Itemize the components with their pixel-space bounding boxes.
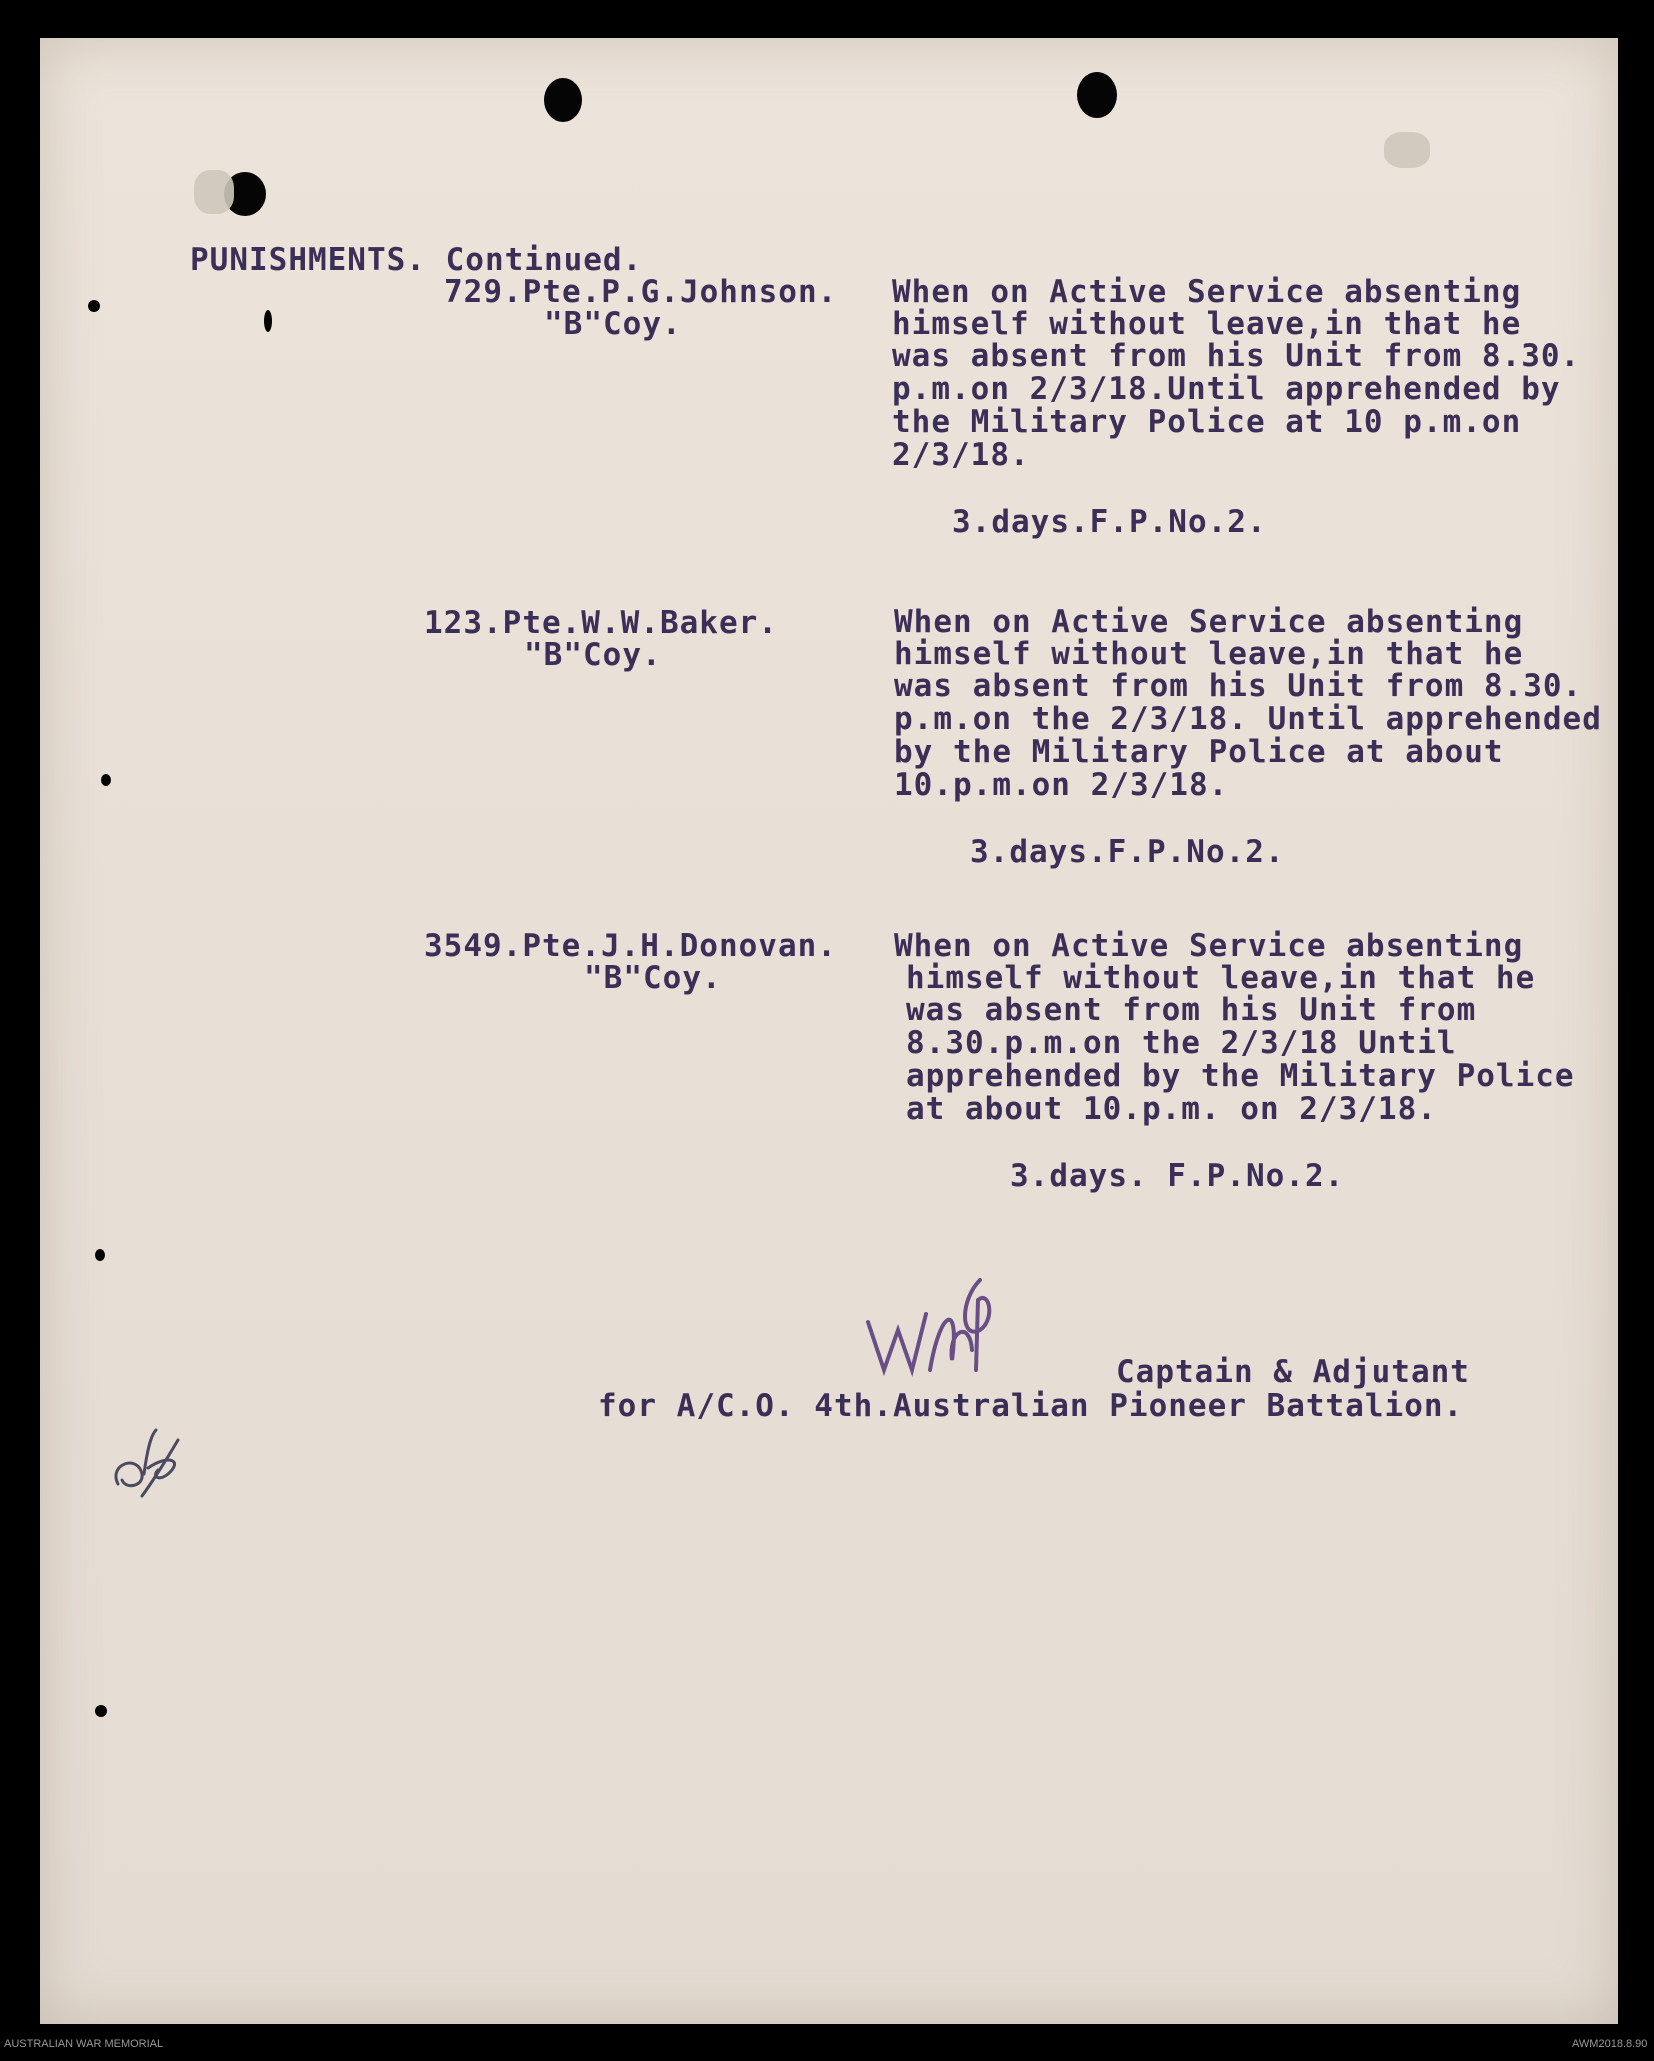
handwritten-signature: [860, 1270, 1020, 1380]
entry-offence-line: p.m.on the 2/3/18. Until apprehended: [894, 701, 1602, 737]
margin-initials: [108, 1424, 198, 1504]
footer-reference: AWM2018.8.90: [1572, 2038, 1648, 2050]
signatory-rank: Captain & Adjutant: [1116, 1354, 1470, 1390]
entry-soldier: 729.Pte.P.G.Johnson.: [444, 274, 838, 310]
page-heading: PUNISHMENTS. Continued.: [190, 242, 643, 278]
entry-soldier: 3549.Pte.J.H.Donovan.: [424, 928, 837, 964]
paper-tear: [194, 170, 234, 214]
entry-offence-line: himself without leave,in that he: [906, 960, 1536, 996]
entry-company: "B"Coy.: [544, 306, 682, 342]
entry-punishment: 3.days.F.P.No.2.: [970, 834, 1285, 870]
footer-source: AUSTRALIAN WAR MEMORIAL: [4, 2038, 164, 2050]
pin-hole: [95, 1249, 105, 1261]
pin-hole: [88, 300, 100, 312]
pin-hole: [264, 310, 272, 332]
entry-offence-line: at about 10.p.m. on 2/3/18.: [906, 1091, 1437, 1127]
entry-offence-line: himself without leave,in that he: [894, 636, 1524, 672]
entry-offence-line: 8.30.p.m.on the 2/3/18 Until: [906, 1025, 1457, 1061]
entry-offence-line: When on Active Service absenting: [892, 274, 1522, 310]
punch-hole-top-left: [544, 78, 582, 122]
entry-punishment: 3.days.F.P.No.2.: [952, 504, 1267, 540]
entry-offence-line: 10.p.m.on 2/3/18.: [894, 767, 1229, 803]
paper-tear: [1384, 132, 1430, 168]
entry-offence-line: p.m.on 2/3/18.Until apprehended by: [892, 371, 1561, 407]
entry-offence-line: 2/3/18.: [892, 437, 1030, 473]
pin-hole: [101, 774, 111, 786]
entry-offence-line: himself without leave,in that he: [892, 306, 1522, 342]
entry-offence-line: apprehended by the Military Police: [906, 1058, 1575, 1094]
entry-punishment: 3.days. F.P.No.2.: [1010, 1158, 1345, 1194]
entry-offence-line: was absent from his Unit from 8.30.: [892, 338, 1581, 374]
entry-offence-line: was absent from his Unit from 8.30.: [894, 668, 1583, 704]
entry-offence-line: was absent from his Unit from: [906, 992, 1477, 1028]
pin-hole: [95, 1705, 107, 1717]
entry-soldier: 123.Pte.W.W.Baker.: [424, 605, 778, 641]
entry-offence-line: When on Active Service absenting: [894, 604, 1524, 640]
entry-offence-line: by the Military Police at about: [894, 734, 1504, 770]
entry-offence-line: When on Active Service absenting: [894, 928, 1524, 964]
signatory-unit: for A/C.O. 4th.Australian Pioneer Battalion.: [598, 1388, 1464, 1424]
entry-offence-line: the Military Police at 10 p.m.on: [892, 404, 1522, 440]
punch-hole-top-right: [1077, 72, 1117, 118]
entry-company: "B"Coy.: [584, 960, 722, 996]
entry-company: "B"Coy.: [524, 637, 662, 673]
